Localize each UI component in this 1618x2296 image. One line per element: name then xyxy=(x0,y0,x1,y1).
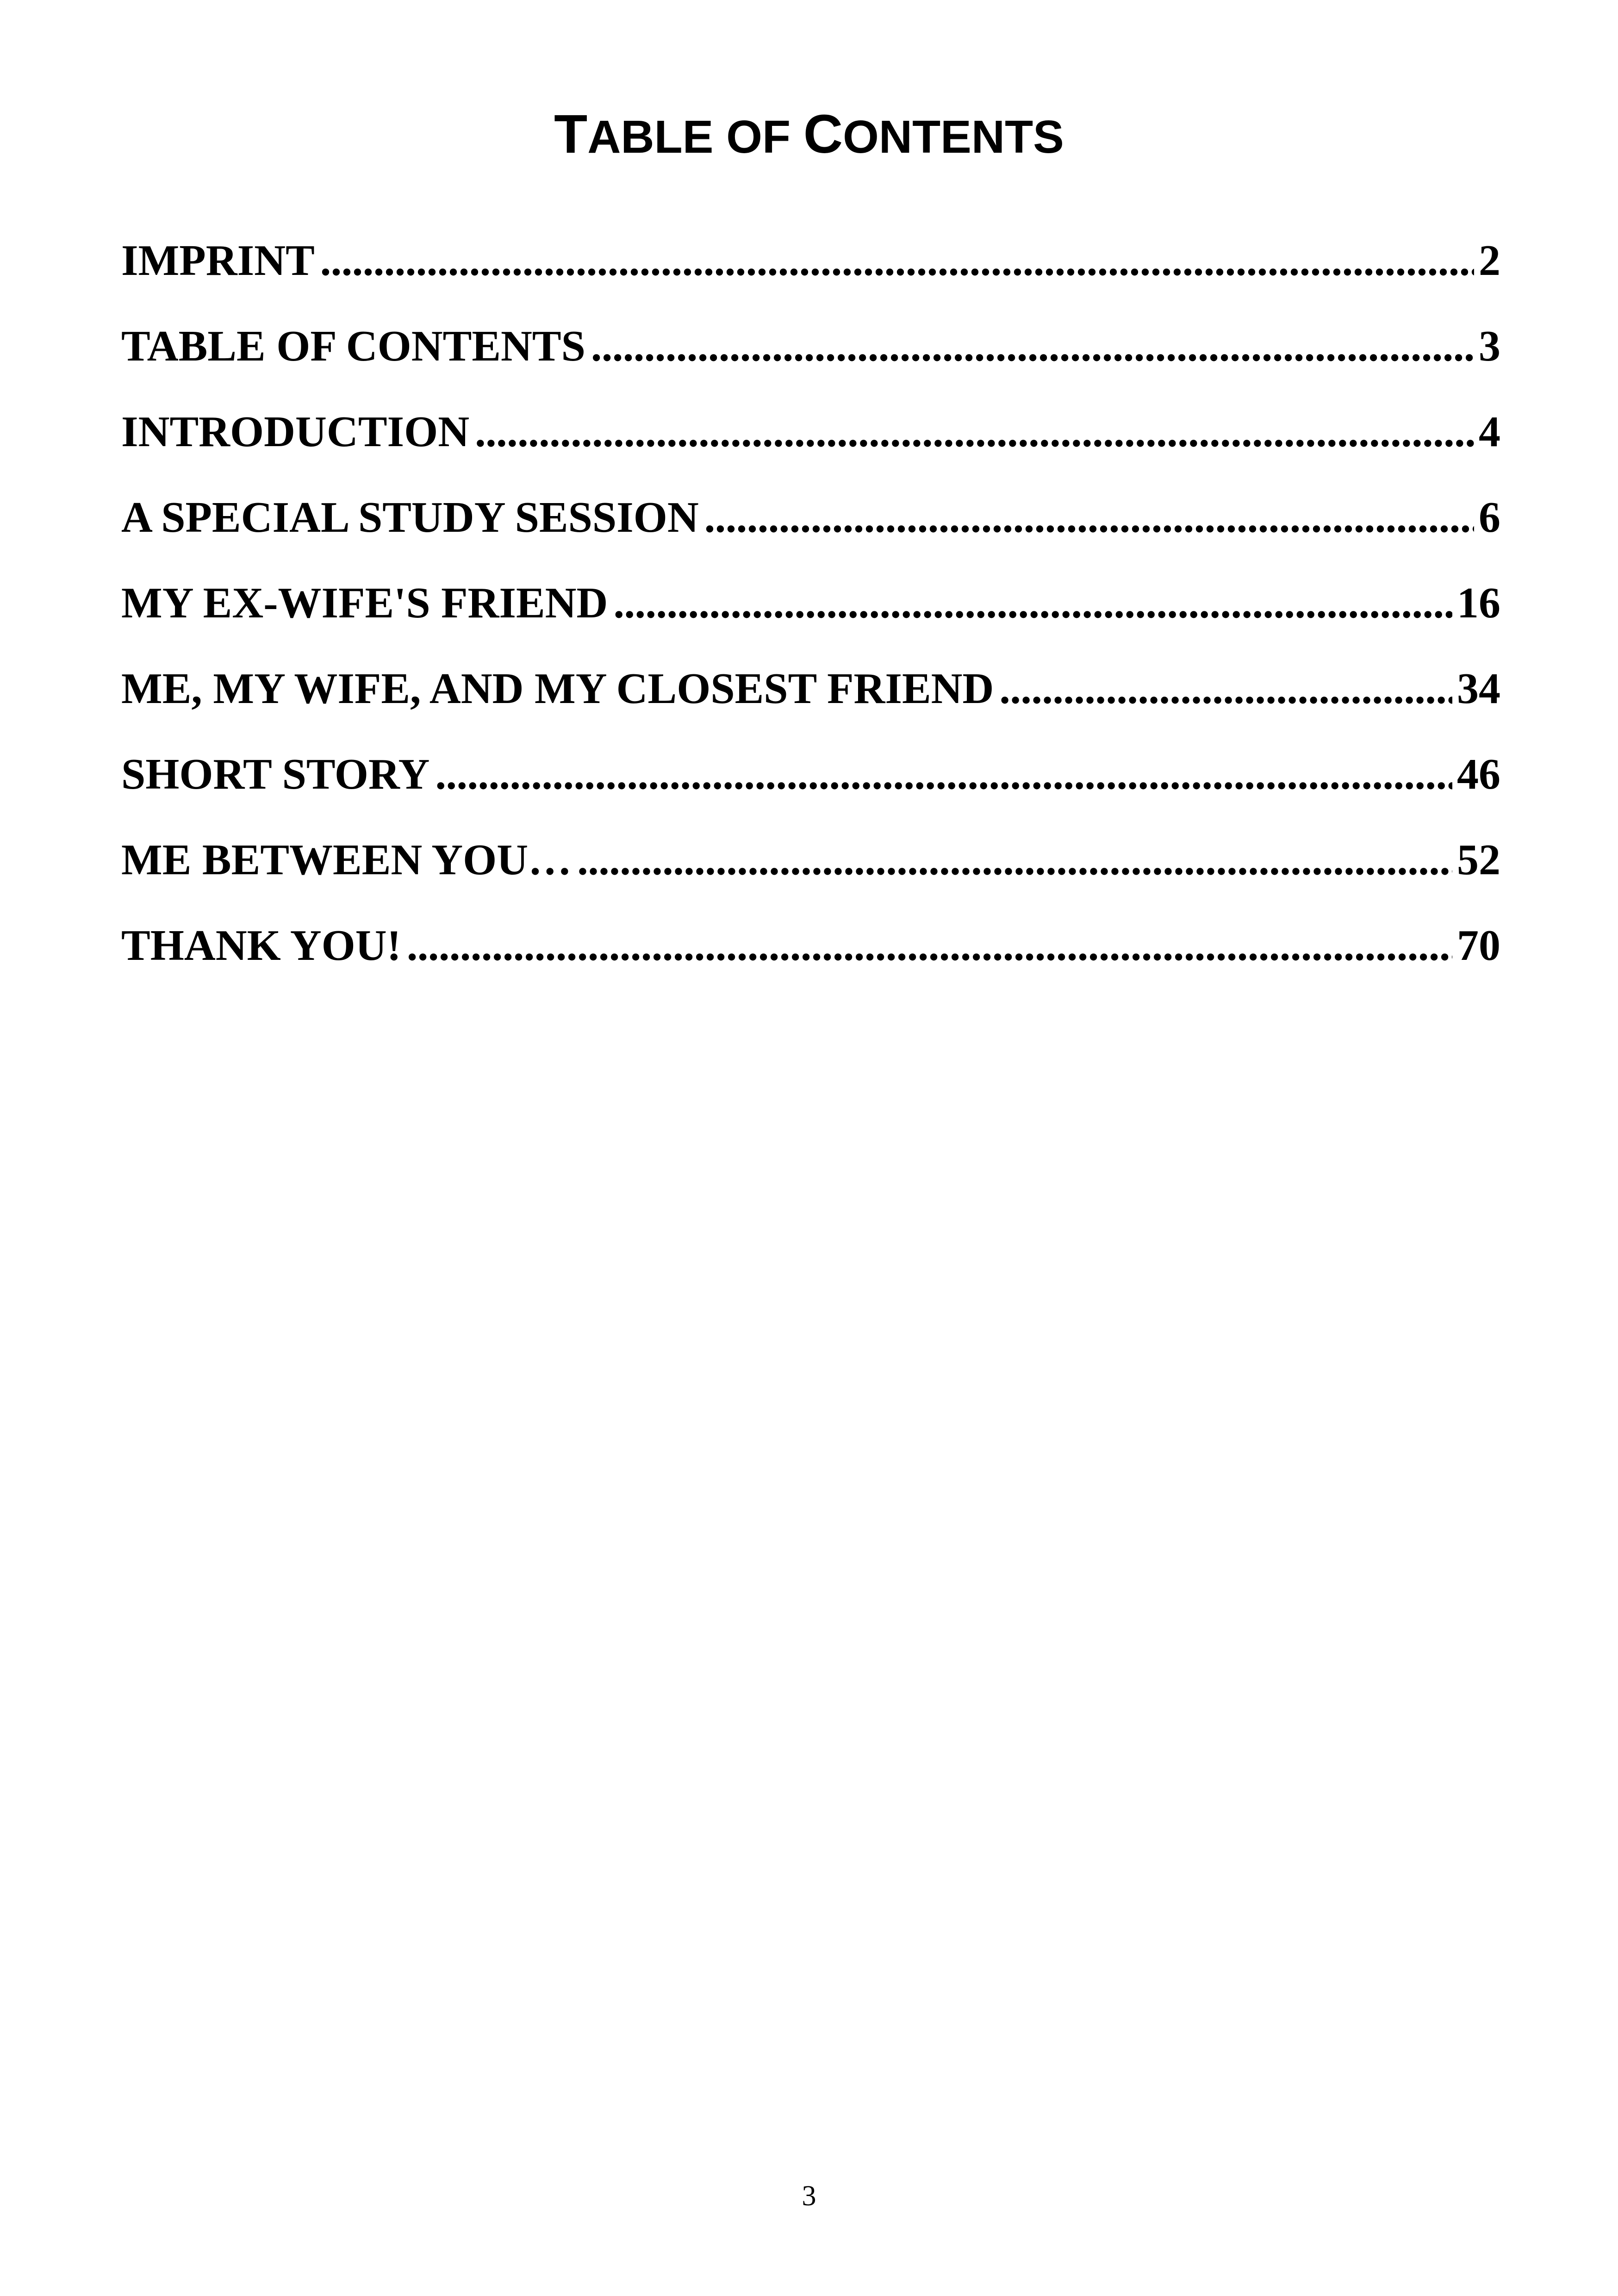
dot-leader xyxy=(320,226,1474,295)
toc-entry-page: 4 xyxy=(1479,408,1500,456)
toc-entry-title: ME BETWEEN YOU… xyxy=(121,836,572,884)
toc-entry-title: SHORT STORY xyxy=(121,750,430,798)
toc-entry-page: 34 xyxy=(1457,665,1500,713)
title-rest-2: ONTENTS xyxy=(843,111,1064,163)
toc-entry-special-study-session[interactable] xyxy=(121,483,1500,568)
toc-entry-page: 52 xyxy=(1457,836,1500,884)
table-of-contents xyxy=(121,226,1500,996)
toc-entry-table-of-contents[interactable] xyxy=(121,311,1500,397)
toc-entry-wife-closest-friend[interactable] xyxy=(121,654,1500,740)
title-cap-t: T xyxy=(554,104,588,165)
toc-entry-imprint[interactable] xyxy=(121,226,1500,311)
toc-entry-page: 2 xyxy=(1479,236,1500,285)
dot-leader xyxy=(613,568,1452,638)
toc-entry-page: 16 xyxy=(1457,579,1500,627)
toc-entry-thank-you[interactable] xyxy=(121,911,1500,996)
toc-entry-page: 6 xyxy=(1479,493,1500,541)
dot-leader xyxy=(475,397,1474,467)
toc-entry-page: 70 xyxy=(1457,921,1500,970)
dot-leader xyxy=(435,740,1452,809)
toc-entry-title: TABLE OF CONTENTS xyxy=(121,322,585,370)
toc-entry-title: MY EX-WIFE'S FRIEND xyxy=(121,579,608,627)
title-rest-1: ABLE OF xyxy=(587,111,803,163)
toc-entry-title: ME, MY WIFE, AND MY CLOSEST FRIEND xyxy=(121,665,994,713)
dot-leader xyxy=(407,911,1452,980)
toc-entry-page: 3 xyxy=(1479,322,1500,370)
page-title xyxy=(0,97,1618,174)
dot-leader xyxy=(577,825,1452,895)
toc-entry-introduction[interactable] xyxy=(121,397,1500,483)
dot-leader xyxy=(591,311,1474,381)
toc-entry-title: IMPRINT xyxy=(121,236,315,285)
toc-entry-page: 46 xyxy=(1457,750,1500,798)
toc-entry-title: THANK YOU! xyxy=(121,921,401,970)
toc-entry-ex-wifes-friend[interactable] xyxy=(121,568,1500,654)
toc-entry-me-between-you[interactable] xyxy=(121,825,1500,911)
toc-entry-title: INTRODUCTION xyxy=(121,408,470,456)
toc-entry-short-story[interactable] xyxy=(121,740,1500,825)
toc-entry-title: A SPECIAL STUDY SESSION xyxy=(121,493,699,541)
dot-leader xyxy=(999,654,1452,723)
dot-leader xyxy=(704,483,1474,552)
title-cap-c: C xyxy=(803,104,843,165)
page-number: 3 xyxy=(802,2180,816,2212)
